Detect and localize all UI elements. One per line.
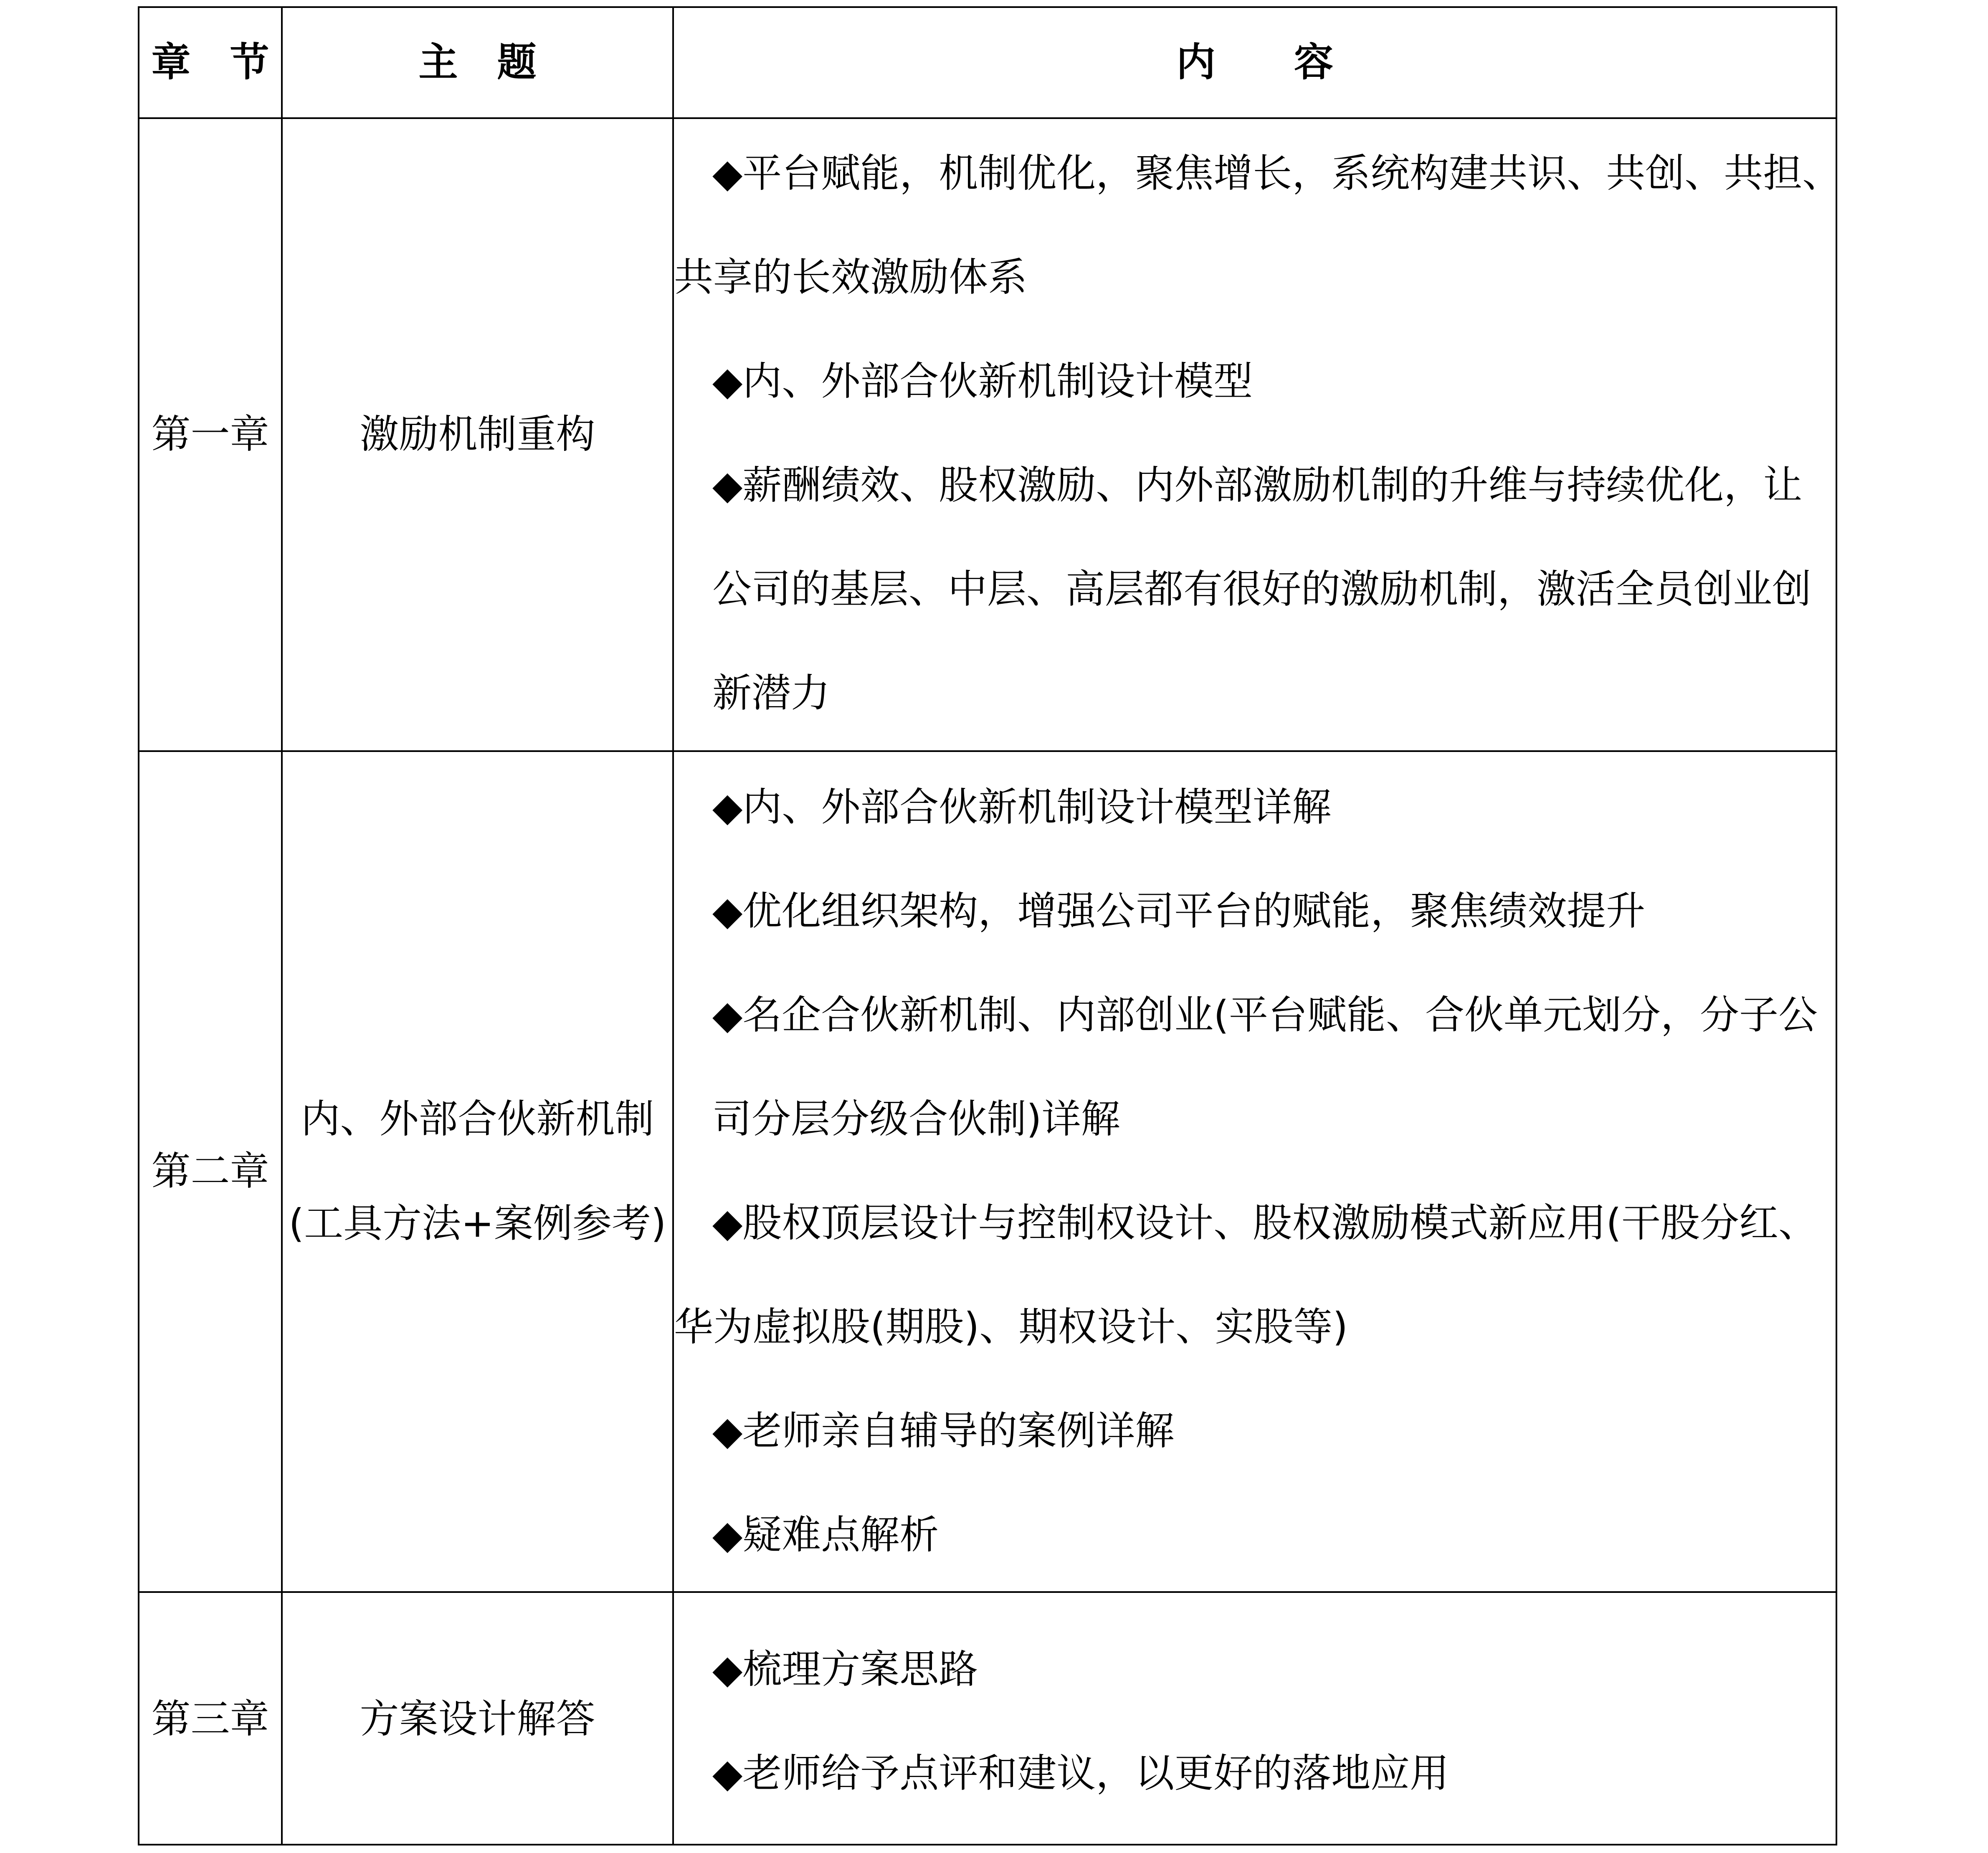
content-line: 司分层分级合伙制)详解 [712,1096,1120,1142]
content-line: 新潜力 [712,671,831,716]
content-line: ◆薪酬绩效、股权激励、内外部激励机制的升维与持续优化，让 [712,463,1803,508]
chapter-cell: 第一章 [151,412,269,457]
content-line: ◆老师给予点评和建议，以更好的落地应用 [712,1751,1449,1796]
topic-text: 激励机制重构 [360,412,595,457]
content-line: ◆老师亲自辅导的案例详解 [712,1408,1175,1454]
topic-cell [283,1593,672,1845]
content-cell [674,755,1818,1587]
header-chapter: 章 节 [151,40,269,85]
content-line: ◆优化组织架构，增强公司平台的赋能，聚焦绩效提升 [712,889,1646,934]
content-line: 共享的长效激励体系 [674,255,1028,300]
topic-text: 内、外部合伙新机制 [301,1096,654,1142]
topic-text: 方案设计解答 [360,1696,595,1742]
content-line: 华为虚拟股(期股)、期权设计、实股等) [674,1304,1348,1350]
content-line: ◆疑难点解析 [712,1512,939,1558]
content-line: ◆名企合伙新机制、内部创业(平台赋能、合伙单元划分，分子公 [712,992,1818,1038]
topic-cell [283,119,672,750]
course-outline-table [138,6,1842,1845]
topic-text: (工具方法+案例参考) [289,1201,666,1246]
content-cell [674,122,1841,745]
topic-cell [283,752,672,1591]
chapter-cell: 第三章 [151,1696,269,1742]
content-line: ◆梳理方案思路 [712,1647,978,1692]
header-content: 内 容 [1176,40,1333,85]
content-line: ◆股权顶层设计与控制权设计、股权激励模式新应用(干股分红、 [712,1200,1818,1246]
content-cell [674,1618,1449,1825]
content-line: ◆平台赋能，机制优化，聚焦增长，系统构建共识、共创、共担、 [712,151,1842,196]
content-line: ◆内、外部合伙新机制设计模型详解 [712,785,1332,830]
header-topic: 主 题 [418,40,537,85]
chapter-cell: 第二章 [151,1149,269,1194]
content-line: 公司的基层、中层、高层都有很好的激励机制，激活全员创业创 [712,567,1812,612]
content-line: ◆内、外部合伙新机制设计模型 [712,359,1253,404]
